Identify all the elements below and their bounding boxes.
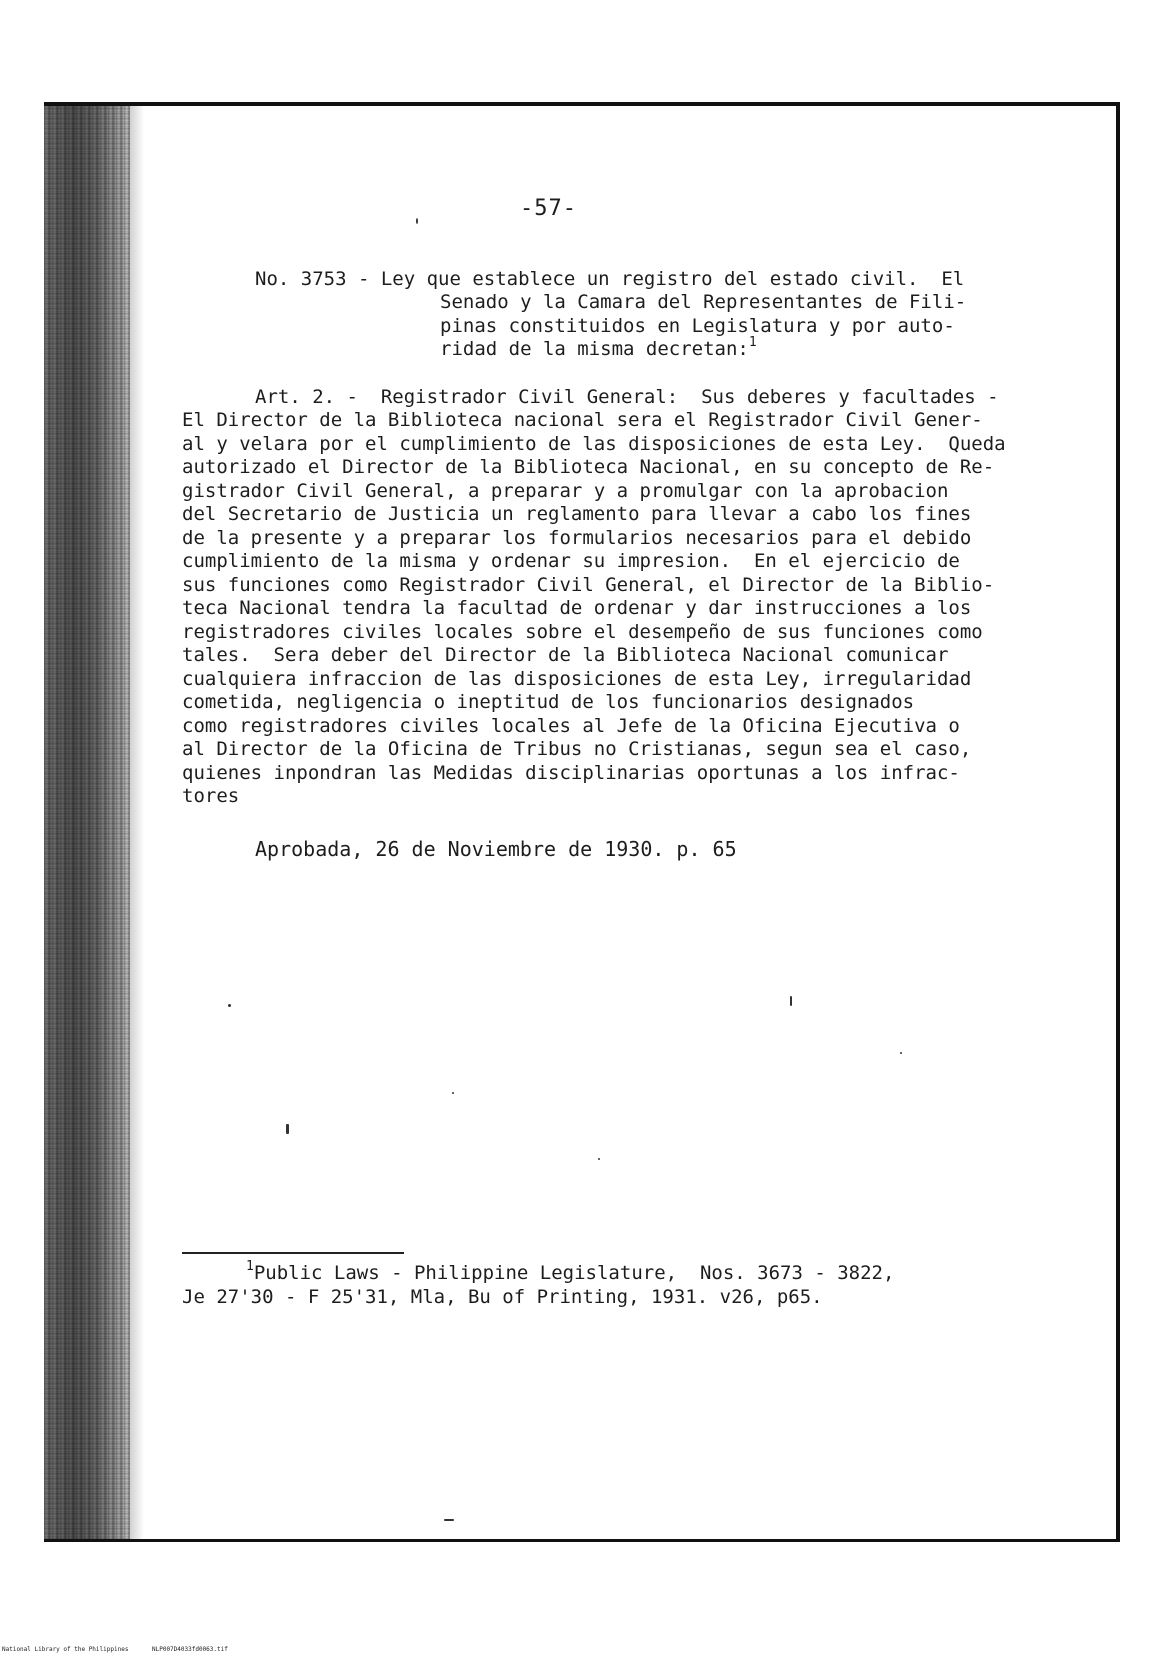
law-header-first-line: No. 3753 - Ley que establece un registro del estado civil. El [255,268,965,290]
article-line: sus funciones como Registrador Civil General, el Director de la Biblio- [182,573,995,596]
page-number: -57- [520,196,577,221]
scan-speck [228,1004,231,1007]
scan-speck [598,1158,600,1160]
scan-speck [452,1092,454,1094]
article-line: del Secretario de Justicia un reglamento para llevar a cabo los fines [182,503,972,525]
article-line: registradores civiles locales sobre el desempeño de sus funciones como [182,620,983,643]
article-line: al Director de la Oficina de Tribus no Cristianas, segun sea el caso, [182,738,972,760]
scan-speck [416,218,418,224]
scan-speck [444,1519,454,1521]
law-header-line [440,335,966,362]
article-line: quienes inpondran las Medidas disciplinarias oportunas a los infrac- [182,761,960,784]
article-line: cualquiera infraccion de las disposiciones de esta Ley, irregularidad [182,667,972,690]
article-line: al y velara por el cumplimiento de las disposiciones de esta Ley. Queda [182,432,1006,455]
law-header-line: pinas constituidos en Legislatura y por auto- [440,314,955,337]
archive-caption-left: National Library of the Philippines [2,1646,129,1653]
footnote-line-1-text: Public Laws - Philippine Legislature, Nos. 3673 - 3822, [253,1262,895,1284]
footnote-marker: 1 [246,1259,254,1274]
article-line: como registradores civiles locales al Jefe de la Oficina Ejecutiva o [182,714,960,737]
article-heading [255,386,999,410]
article-line: tales. Sera deber del Director de la Biblioteca Nacional comunicar [182,644,949,666]
footnote-reference: 1 [748,335,757,350]
article-line: teca Nacional tendra la facultad de ordenar y dar instrucciones a los [182,597,972,619]
article-line: gistrador Civil General, a preparar y a promulgar con la aprobacion [182,479,949,502]
article-line: El Director de la Biblioteca nacional sera el Registrador Civil Gener- [182,409,983,431]
law-header-line: Senado y la Camara del Representantes de Fili- [440,291,967,313]
footnote-line-2: Je 27'30 - F 25'31, Mla, Bu of Printing, 1931. v26, p65. [182,1285,823,1308]
footnote-line-1 [182,1259,895,1286]
article-line: cometida, negligencia o ineptitud de los funcionarios designados [182,691,915,713]
article-line: de la presente y a preparar los formularios necesarios para el debido [182,526,972,549]
law-header-line-text: ridad de la misma decretan: [440,338,749,360]
scan-speck [790,996,792,1006]
footnote [182,1259,895,1309]
article-first-line: Art. 2. - Registrador Civil General: Sus deberes y facultades - [255,386,999,408]
article-line: autorizado el Director de la Biblioteca Nacional, en su concepto de Re- [182,456,995,478]
archive-caption-right: NLP007D4033fd0063.tif [152,1646,228,1653]
article-body [182,409,1006,809]
footnote-divider [182,1252,404,1254]
law-header [255,268,964,292]
scan-speck [900,1052,902,1054]
law-header-continuation [440,291,966,362]
scan-speck [286,1124,289,1134]
approval-line: Aprobada, 26 de Noviembre de 1930. p. 65 [255,837,737,861]
article-line: tores [182,785,240,807]
article-line: cumplimiento de la misma y ordenar su impresion. En el ejercicio de [182,550,960,572]
